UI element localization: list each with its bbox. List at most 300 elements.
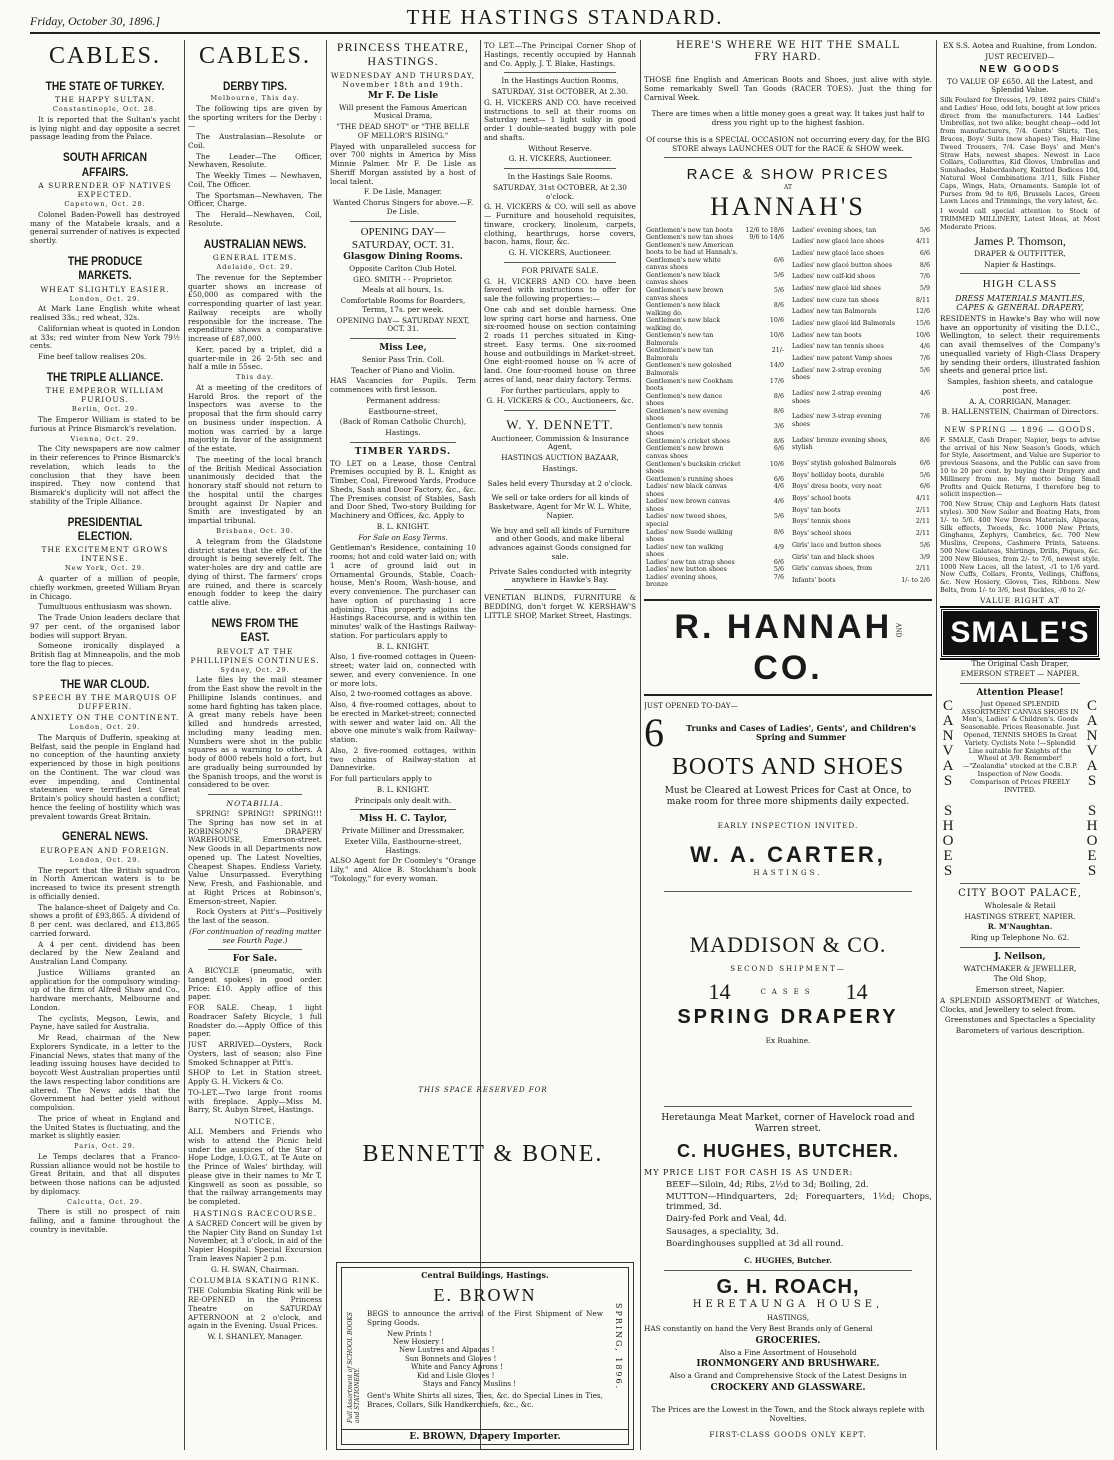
price-value: 6/6 [919, 460, 930, 468]
price-item: Gentlemen's new American boots to be had at Hannah's. [646, 241, 738, 257]
ad-line: EMERSON STREET — NAPIER. [960, 669, 1080, 679]
price-value: 3/9 [919, 553, 930, 561]
carter-town: HASTINGS. [753, 868, 823, 877]
price-row [644, 317, 786, 332]
article-headline: THE STATE OF TURKEY. [45, 78, 165, 93]
dateline: Capetown, Oct. 28. [64, 200, 146, 209]
price-row [644, 445, 786, 460]
spring-heading: NEW SPRING — 1896 — GOODS. [944, 425, 1096, 435]
price-row [790, 530, 932, 542]
signature: B. L. KNIGHT. [376, 521, 430, 531]
divider [504, 262, 616, 263]
article-body: The Trade Union leaders declare that 97 per cent. of the organised labor bodies will support Bryan. [30, 613, 180, 640]
hughes-sign: C. HUGHES, Butcher. [744, 1255, 832, 1265]
price-item: Ladies' new glacé kid shoes [792, 284, 881, 292]
price-item: Ladies' evening shoes, bronze [646, 573, 718, 589]
price-item: Gentlemen's running shoes [646, 475, 734, 483]
brown-item: Stays and Fancy Muslins ! [423, 1380, 516, 1389]
carter-trunks: Trunks and Cases of Ladies', Gents', and Children's Spring and Summer [686, 722, 916, 743]
article-body: Kerr, paced by a triplet, did a quarter-mile in 26 2-5th sec and half a mile in 55sec. [188, 344, 322, 372]
signature: B. L. KNIGHT. [376, 784, 430, 794]
roach-town: HASTINGS, [767, 1313, 809, 1322]
price-row [790, 273, 932, 285]
article-subhead: SPEECH BY THE MARQUIS OF DUFFERIN. [32, 693, 178, 712]
signature: F. De Lisle, Manager. [363, 187, 443, 197]
price-value: 6/6 [773, 445, 784, 453]
side-note-left: Full Assortment of SCHOOL BOOKS and STATIONERY. [347, 1312, 362, 1423]
divider [350, 809, 456, 810]
canvas-letter: C [1086, 697, 1097, 714]
theatre-text: Played with unparalleled success for over 700 nights in America by Miss Minnie Palmer. Mr F. De Lisle as Sheriff Morgan assisted by a host of local talent. [330, 141, 476, 186]
signature: A. A. CORRIGAN, Manager. [969, 396, 1071, 406]
article-body: The Australasian—Resolute or Coil. [188, 132, 322, 150]
price-item: Girls' lace and button shoes [792, 541, 881, 549]
notice-body: THE Columbia Skating Rink will be RE-OPENED in the Princess Theatre on SATURDAY AFTERNOON at 2 o'clock, and again in the Evening. Usual Prices. [188, 1286, 322, 1331]
price-row [644, 302, 786, 317]
ad-line: Meals at all hours, 1s. [362, 285, 444, 295]
price-item: Gentlemen's new tan shoes [646, 234, 734, 242]
price-value: 2/11 [915, 530, 930, 538]
maddison-ex: Ex Ruahine. [765, 1036, 811, 1046]
price-value: 4/11 [915, 495, 930, 503]
dateline: London, Oct. 29. [69, 294, 141, 303]
article-headline: GENERAL NEWS. [62, 829, 148, 844]
price-item: Gentlemen's new tennis shoes [646, 422, 723, 438]
price-item: Ladies' evening shoes, tan [792, 226, 877, 234]
price-item: Gentlemen's new Cookham boots [646, 377, 733, 393]
column-ads-4 [484, 40, 636, 1055]
canvas-letter [940, 789, 956, 804]
column-ads-wide [644, 40, 932, 1455]
price-value [743, 242, 786, 257]
price-item: Gentlemen's cricket shoes [646, 437, 730, 445]
article-subhead: THE HAPPY SULTAN. [54, 95, 156, 105]
price-item: Ladies' new tan tennis shoes [792, 343, 884, 351]
theatre-text: Wanted Chorus Singers for above.—F. De Lisle. [332, 198, 474, 216]
canvas-letter: H [1086, 817, 1098, 834]
roach-also2: Also a Grand and Comprehensive Stock of the Latest Designs in [669, 1371, 907, 1381]
ad-subhead: FOR PRIVATE SALE. [521, 265, 599, 275]
price-row [644, 287, 786, 302]
price-item: Gentlemen's new black walking do. [646, 302, 721, 317]
canvas-letter: A [1086, 712, 1098, 729]
price-row [790, 460, 932, 472]
ad-line: TO VALUE OF £650. All the Latest, and Splendid Value. [946, 76, 1094, 95]
column-cables-2 [188, 40, 322, 1455]
hannah-intro: FRY HARD. [754, 52, 822, 63]
price-row [790, 495, 932, 507]
classified-ad: TO-LET.—Two large front rooms with fireplace. Apply—Miss M. Barry, St. Aubyn Street, Hastings. [188, 1087, 322, 1115]
price-item: Gentlemen's new dance shoes [646, 392, 723, 408]
price-value: 8/11 [915, 296, 930, 304]
value-line: VALUE RIGHT AT [980, 595, 1060, 605]
article-body: It is reported that the Sultan's yacht is lying night and day opposite a secret passage leading from the Palace. [30, 114, 180, 142]
price-item: Ladies' new tan Balmorals [792, 308, 877, 316]
ad-line: We sell or take orders for all kinds of Basketware, Agent for Mr W. L. White, Napier. [488, 493, 632, 520]
ad-body: TO LET on a Lease, those Central Premises occupied by B. L. Knight as Timber, Coal, Firewood Yards, Produce Sheds, Sash and Door Factory, &c., &c. The Premises consist of Stables, Sash and Door Shed, Two-story Building for Machinery and Offices, &c. Apply to [330, 458, 476, 521]
price-row [790, 320, 932, 332]
article-headline: SOUTH AFRICAN AFFAIRS. [62, 150, 148, 179]
roach-prices: The Prices are the Lowest in the Town, and the Stock always replete with Novelties. [651, 1404, 925, 1423]
hannah-body: Of course this is a SPECIAL OCCASION not occurring every day, for the BIG STORE always LAUNCHES OUT for the RACE & SHOW week. [646, 134, 930, 153]
divider [208, 794, 302, 795]
carter-opened: JUST OPENED TO-DAY— [644, 701, 738, 711]
ad-line: Sales held every Thursday at 2 o'clock. [487, 478, 633, 488]
price-row [644, 513, 786, 528]
presenter: Mr F. De Lisle [367, 90, 439, 101]
ad-line: Barometers of various description. [955, 1026, 1085, 1036]
canvas-letter: A [942, 757, 954, 774]
divider [504, 589, 616, 590]
price-item: Infants' boots [792, 576, 836, 584]
dateline: Constantinople, Oct. 28. [52, 105, 158, 114]
roach-first: FIRST-CLASS GOODS ONLY KEPT. [709, 1430, 867, 1440]
article-subhead: A SURRENDER OF NATIVES EXPECTED. [38, 181, 172, 200]
signature: W. I. SHANLEY, Manager. [207, 1332, 303, 1342]
newspaper-title: THE HASTINGS STANDARD. [406, 4, 724, 29]
price-value: 12/6 [915, 308, 930, 316]
article-body: At a meeting of the creditors of Harold Bros. the report of the Inspectors was averse to the proposal that the firm should carry on business under inspection. A motion was carried by a large majority in favor of the assignment of the estate. [188, 382, 322, 454]
hannah-body: There are times when a little money goes a great way. It takes just half to dress you right up to the highest fashion. [651, 109, 925, 127]
price-value: 5/9 [919, 284, 930, 292]
notice-heading: COLUMBIA SKATING RINK. [189, 1276, 321, 1286]
ad-line: OPENING DAY— SATURDAY NEXT, OCT. 31. [336, 315, 470, 334]
column-rule [326, 40, 327, 1450]
price-item: Ladies' new cuze tan shoes [792, 296, 879, 304]
price-row [790, 308, 932, 320]
ad-line: EX S.S. Aotea and Ruahine, from London. [943, 41, 1097, 50]
article-body: A quarter of a million of people, chiefly workmen, greeted William Bryan in Chicago. [30, 574, 180, 601]
price-item: Boys' stylish goloshed Balmorals [792, 460, 897, 468]
price-row [644, 476, 786, 484]
ad-line: Comfortable Rooms for Boarders, Terms, 17s. per week. [340, 296, 466, 314]
divider [664, 891, 912, 892]
price-item: Boys' school boots [792, 495, 851, 503]
article-body: The City newspapers are now calmer in their references to Prince Bismarck's revelation, which leads to the conclusion that they have been inspired. They now contend that Bismarck's duplicity will not affect the stability of the Triple Alliance. [30, 444, 180, 506]
ad-body: HAS Vacancies for Pupils. Term commences with first lesson. [330, 376, 476, 395]
ad-line: Eastbourne-street, [368, 406, 438, 416]
dateline: This day. [236, 373, 274, 382]
ad-line: Hastings. [385, 428, 421, 438]
neilson-name: J. Neilson, [994, 951, 1046, 962]
ad-line: Wholesale & Retail [984, 900, 1056, 910]
price-item: Boys' tan boots [792, 506, 841, 514]
price-value: 12/6 to 18/6 [745, 226, 784, 234]
article-body: Fine beef tallow realises 20s. [38, 352, 147, 362]
article-body: The Leader—The Officer, Newhaven, Resolute. [188, 151, 322, 170]
ad-body: TO LET.—The Principal Corner Shop of Hastings, recently occupied by Hannah and Co. Apply, J. T. Blake, Hastings. [484, 41, 636, 68]
ad-body: VENETIAN BLINDS, FURNITURE & BEDDING, don't forget W. KERSHAW'S LITTLE SHOP, Market Street, Hastings. [484, 593, 636, 620]
ad-line: Permanent address: [365, 395, 441, 405]
article-body: Californian wheat is quoted in London at 33s; red winter from New York 79½ cents. [30, 323, 180, 351]
canvas-letters-left [940, 699, 956, 879]
canvas-letters-right [1084, 699, 1100, 879]
maddison-n2: 14 [845, 978, 868, 1004]
ad-line: The Original Cash Draper, [971, 658, 1069, 668]
price-value: 21/- [771, 347, 784, 355]
divider [960, 683, 1080, 684]
price-item: Gentlemen's new white canvas shoes [646, 256, 721, 272]
theatre-dates: WEDNESDAY AND THURSDAY, November 18th and 19th. [330, 70, 476, 89]
section-heading: CABLES. [198, 43, 311, 69]
price-row [644, 423, 786, 438]
price-item: Ladies' new glacé lace shoes [792, 249, 884, 257]
divider [208, 949, 302, 950]
canvas-letter: H [942, 817, 954, 834]
ad-body: Also, 2 five-roomed cottages, within two chains of Railway-station at Dannevirke. [330, 745, 476, 773]
price-item: Gentlemen's new black walking do. [646, 317, 721, 332]
price-item: Gentlemen's new tan Balmorals [646, 347, 714, 362]
price-item: Boys' dress boots, very neat [792, 483, 882, 491]
ad-body: Also, 1 five-roomed cottages in Queen-street; water laid on, connected with sewer, and every convenience. In one or more lots. [330, 652, 476, 688]
bennett-name: BENNETT & BONE. [362, 1141, 604, 1168]
divider [664, 1270, 912, 1271]
price-value: 10/6 [769, 332, 784, 340]
divider [350, 221, 456, 222]
dateline: New York, Oct. 29. [64, 564, 146, 573]
price-item: Ladies' bronze evening shoes, stylish [792, 436, 888, 452]
article-headline: THE TRIPLE ALLIANCE. [46, 369, 164, 384]
article-body: The Sportsman—Newhaven, The Officer, Charge. [188, 190, 322, 209]
hughes-name: C. HUGHES, BUTCHER. [676, 1140, 899, 1161]
dateline: Melbourne, This day. [210, 94, 300, 103]
ad-line: DRAPER & OUTFITTER, [974, 248, 1066, 258]
business-name: Glasgow Dining Rooms. [343, 251, 463, 262]
price-value: 2/11 [915, 565, 930, 573]
canvas-letter: N [1086, 727, 1098, 744]
canvas-text: Just Opened SPLENDID ASSORTMENT CANVAS SHOES IN Men's, Ladies' & Children's. Goods Seasonable. Prices Reasonable. Just Opened, TENNIS SHOES In Great Variety. Cyclists Note !—Splendid Line suitable for Knights of the Wheel at 3/9. Remember!—"Zealandia" stocked at the C.B.P. Inspection of New Goods. Comparison of Prices FREELY INVITED. [960, 699, 1080, 794]
price-value: 7/6 [773, 573, 784, 581]
roach-iron: IRONMONGERY AND BRUSHWARE. [696, 1359, 880, 1370]
price-value: 5/6 [773, 513, 784, 521]
price-row [790, 413, 932, 436]
hughes-price: MUTTON—Hindquarters, 2d; Forequarters, 1½d; Chops, trimmed, 3d. [666, 1192, 932, 1213]
price-item: Gentlemen's new evening shoes [646, 407, 729, 423]
at-label: AT [783, 184, 792, 192]
article-body: The cyclists, Megson, Lewis, and Payne, have sailed for Australia. [30, 1013, 180, 1032]
canvas-letter: V [1086, 742, 1098, 759]
article-body: Mr Read, chairman of the New Explorers Syndicate, in a letter to the Financial News, states that many of the leading issuing houses have decided to boycott West Australian properties until the laws respecting labor conditions are altered. The News adds that the Government had better yield without compulsion. [30, 1033, 180, 1113]
carter-ad [644, 702, 932, 877]
article-body: The price of wheat in England and the United States is fluctuating, and the market is slightly easier. [30, 1113, 180, 1141]
price-row [790, 355, 932, 367]
price-item: Ladies' new glacé lace shoes [792, 238, 884, 246]
hughes-price: Sausages, a speciality, 3d. [666, 1226, 779, 1237]
price-item: Gentlemen's new goloshed Balmorals [646, 362, 732, 378]
brown-item: New Lustres and Alpacas ! [399, 1346, 495, 1355]
ad-body: Also, 2 two-roomed cottages as above. [330, 689, 473, 699]
maddison-drapery: SPRING DRAPERY [677, 1006, 899, 1029]
ad-body: G. H. VICKERS & CO. will sell as above— Furniture and household requisites, tinware, crockery, linoleum, carpets, clothing, hearthrugs, horse covers, bacon, hams, flour, &c. [484, 202, 636, 247]
price-value: 7/6 [919, 273, 930, 281]
notice-body: A SACRED Concert will be given by the Napier City Band on Sunday 1st November, at 3 o'clock, in aid of the Napier Hospital. Special Excursion Train leaves Napier 2 p.m. [188, 1218, 322, 1263]
hannah-intro: HERE'S WHERE WE HIT THE SMALL [676, 40, 900, 51]
brown-item: Sun Bonnets and Gloves ! [405, 1354, 497, 1363]
article-body: At Mark Lane English white wheat realised 33s.; red wheat, 32s. [30, 304, 180, 323]
price-row [644, 347, 786, 362]
maddison-ad [644, 932, 932, 1046]
price-value: 3/6 [773, 422, 784, 430]
smales-logo: SMALE'S [940, 608, 1100, 658]
divider [960, 273, 1080, 274]
canvas-letter: E [943, 847, 953, 864]
article-headline: AUSTRALIAN NEWS. [203, 236, 307, 251]
price-row [644, 257, 786, 272]
ad-body: RESIDENTS in Hawke's Bay who will now have an opportunity of visiting the D.I.C., Wellington, to select their requirements can avail themselves of the Company's unequalled variety of High-Class Drapery by sending their orders, illustrated fashion sheets and general price list. [940, 313, 1100, 376]
ad-body: ALSO Agent for Dr Coomley's "Orange Lily," and Alice B. Stockham's book "Tokology," for every woman. [330, 856, 476, 883]
price-table-left [644, 227, 786, 589]
divider [504, 168, 616, 169]
signature: G. H. SWAN, Chairman. [211, 1264, 299, 1274]
price-item: Ladies' new brown canvas shoes [646, 498, 731, 513]
ad-line: In the Hastings Auction Rooms, [501, 76, 619, 86]
article-body: The Emperor William is stated to be furious at Prince Bismarck's revelation. [30, 415, 180, 433]
ad-line: Auctioneer, Commission & Insurance Agent, [491, 433, 629, 452]
hannahs-heading: HANNAH'S [710, 192, 866, 222]
ad-body: Gent's White Shirts all sizes, Ties, &c. do Special Lines in Ties, Braces, Collars, Silk Handkerchiefs, &c., &c. [367, 1391, 603, 1410]
notice-heading: NOTICE. [234, 1117, 276, 1127]
price-row [644, 272, 786, 287]
signature: B. L. KNIGHT. [376, 641, 430, 651]
price-item: Ladies' new black canvas shoes [646, 483, 727, 498]
ad-body: 700 New Straw, Chip and Leghorn Hats (latest styles). 300 New Sailor and Boating Hats, from 1/- to 5/6. 400 New Dress Materials, Alpacas, Silk effects, Tweeds, &c. 1000 New Prints, Ginghams, Zephyrs, Cambrics, &c. 700 New Muslins, Crepons, Cashmere Prints, Sateens. 500 New Galateas, Shirtings, Drills, Piques, &c. 200 New Blouses, from 2/- to 7/6, newest style. 1000 New Laces, all the latest, -/1 to 1/6 yard. New Cuffs, Collars, Fronts, Veilings, Chiffons, &c. New Hosiery, Gloves, Ties, Ribbons. New Belts, from 1/- to 3/6, best Buckles, -/6 to 2/- [940, 500, 1100, 594]
price-row [644, 461, 786, 476]
price-table-right [790, 227, 932, 589]
divider [350, 338, 456, 339]
theatre-text: "THE DEAD SHOT" or "THE BELLE OF MELLOR'S RISING." [336, 122, 470, 140]
ad-line: HASTINGS AUCTION BAZAAR, [501, 453, 619, 463]
article-headline: NOTABILIA. [226, 799, 284, 809]
ad-line: (Back of Roman Catholic Church), [339, 417, 467, 427]
ad-line: Napier & Hastings. [984, 259, 1056, 269]
canvas-letter: O [1086, 832, 1098, 849]
price-row [644, 498, 786, 513]
notice-body: ALL Members and Friends who wish to attend the Picnic held under the auspices of the Star of Hope Lodge, I.O.G.T., at Te Aute on the Prince of Wales' birthday, will please give in their names to Mr T. Kingswell as soon as possible, so that the railway arrangements may be completed. [188, 1127, 322, 1207]
e-brown-ad [336, 1262, 634, 1450]
article-body: The following tips are given by the sporting writers for the Derby :— [188, 103, 322, 131]
price-item: Boys' holliday boots, durable [792, 471, 885, 479]
price-value: 4/11 [915, 238, 930, 246]
price-value: 9/6 to 14/6 [749, 234, 784, 242]
signature: G. H. VICKERS, Auctioneer. [508, 248, 612, 257]
price-value: 2/11 [915, 518, 930, 526]
price-row [790, 518, 932, 530]
price-item: Girls' tan and black shoes [792, 553, 875, 561]
teacher-name: Miss Lee, [379, 343, 427, 353]
canvas-letter: S [943, 772, 953, 789]
price-value: 7/6 [919, 413, 930, 421]
price-value: 5/6 [773, 566, 784, 574]
canvas-letter: C [942, 697, 953, 714]
price-value: 14/0 [769, 362, 784, 370]
price-item: Girls' canvas shoes, from [792, 565, 873, 573]
classified-ad: JUST ARRIVED—Oysters, Rock Oysters, last of season; also Fine Smoked Schnapper at Pitt's. [188, 1040, 322, 1067]
price-item: Ladies' new tweed shoes, special [646, 513, 728, 528]
ad-line: Hastings. [542, 463, 578, 473]
price-row [790, 483, 932, 495]
palace-name: CITY BOOT PALACE, [958, 887, 1082, 899]
address: Opposite Carlton Club Hotel. [349, 263, 457, 273]
address: Exeter Villa, Eastbourne-street, Hastings. [344, 836, 462, 855]
roach-house: HERETAUNGA HOUSE, [692, 1298, 884, 1310]
article-body: The Marquis of Dufferin, speaking at Belfast, said the people in England had no conception of the haunting anxiety experienced by those in high positions on the Continent. The war cloud was ever impending, and Continental statesmen were terrified lest Great Britain's policy should hasten a conflict; hence the feeling of hostility which was prevalent towards Great Britain. [30, 732, 180, 821]
ad-body: G. H. VICKERS AND CO. have been favored with instructions to offer for sale the following properties:— [484, 276, 636, 303]
price-value: 7/6 [919, 355, 930, 363]
hughes-price: Boardinghouses supplied at 3d all round. [666, 1238, 844, 1249]
ad-line: R. M'Naughtan. [987, 922, 1053, 932]
ad-line: WATCHMAKER & JEWELLER, [963, 963, 1077, 973]
price-item: Gentlemen's new black canvas shoes [646, 271, 721, 287]
timber-heading: TIMBER YARDS. [354, 446, 452, 457]
dateline: Berlin, Oct. 29. [71, 405, 139, 414]
canvas-letter: S [943, 862, 953, 879]
thomson-name: James P. Thomson, [974, 233, 1066, 248]
price-row [790, 554, 932, 566]
price-value: 6/6 [773, 558, 784, 566]
signature: G. H. VICKERS, Auctioneer. [508, 154, 612, 164]
price-value: 8/6 [773, 407, 784, 415]
article-subhead: GENERAL ITEMS. [212, 253, 298, 263]
price-value: 4/9 [773, 543, 784, 551]
price-item: Ladies' new 3-strap evening shoes [792, 413, 882, 428]
price-row [644, 574, 786, 589]
ad-line: HASTINGS STREET, NAPIER. [964, 911, 1076, 921]
ad-line: The Old Shop, [993, 974, 1047, 984]
roach-name: G. H. ROACH, [716, 1275, 860, 1298]
price-lists [644, 227, 932, 589]
ad-line: Greenstones and Spectacles a Speciality [944, 1015, 1096, 1025]
canvas-letter: V [942, 742, 954, 759]
ad-line: Samples, fashion sheets, and catalogue post free. [947, 377, 1093, 395]
bennett-bone-ad [330, 1062, 636, 1242]
ad-body: Also, 4 five-roomed cottages, about to be erected in Market-street; connected with sewer and water laid on. All the above one minute's walk from Railway-station. [330, 700, 476, 745]
price-row [644, 438, 786, 446]
reserved-line: THIS SPACE RESERVED FOR [418, 1086, 548, 1094]
price-value: 5/6 [919, 471, 930, 479]
price-row [790, 332, 932, 344]
price-item: Ladies' new glacé button shoes [792, 261, 892, 269]
hannah-brand-and: AND [894, 623, 902, 638]
dateline: Brisbane, Oct. 30. [216, 526, 294, 535]
price-value: 5/6 [773, 271, 784, 279]
price-item: Boys' tennis shoes [792, 518, 851, 526]
proprietor: GEO. SMITH - - Proprietor. [353, 274, 453, 284]
price-value: 4/6 [919, 343, 930, 351]
carter-name: W. A. CARTER, [690, 842, 886, 868]
article-body: Colonel Baden-Powell has destroyed many of the Matabele kraals, and a general surrender of natives is expected shortly. [30, 209, 180, 246]
canvas-letter: O [942, 832, 954, 849]
classified-ad: A BICYCLE (pneumatic, with tangent spokes) in good order. Price: £10. Apply office of this paper. [188, 966, 322, 1002]
classified-ad: SHOP to Let in Station street. Apply G. H. Vickers & Co. [188, 1068, 322, 1087]
price-row [644, 332, 786, 347]
dateline: London, Oct. 29. [69, 723, 141, 732]
divider [664, 1106, 912, 1107]
divider [350, 442, 456, 443]
maddison-second: SECOND SHIPMENT— [730, 964, 846, 973]
price-item: Ladies' new calf-kid shoes [792, 273, 876, 281]
canvas-letter: E [1087, 847, 1097, 864]
price-item: Gentlemen's new tan Balmorals [646, 332, 714, 347]
article-subhead: EUROPEAN AND FOREIGN. [40, 845, 170, 855]
signature: G. H. VICKERS & CO., Auctioneers, &c. [486, 396, 634, 406]
roach-ad [644, 1275, 932, 1440]
hughes-top: Heretaunga Meat Market, corner of Havelock road and Warren street. [661, 1113, 915, 1134]
brown-item: Kid and Lisle Gloves ! [417, 1371, 495, 1380]
article-body: The report that the British squadron in North American waters is to be increased to twice its present strength is officially denied. [30, 865, 180, 901]
dateline: Adelaide, Oct. 29. [216, 263, 294, 272]
price-item: Ladies' new glacé kid Balmorals [792, 320, 895, 327]
article-subhead: ANXIETY ON THE CONTINENT. [30, 713, 180, 723]
